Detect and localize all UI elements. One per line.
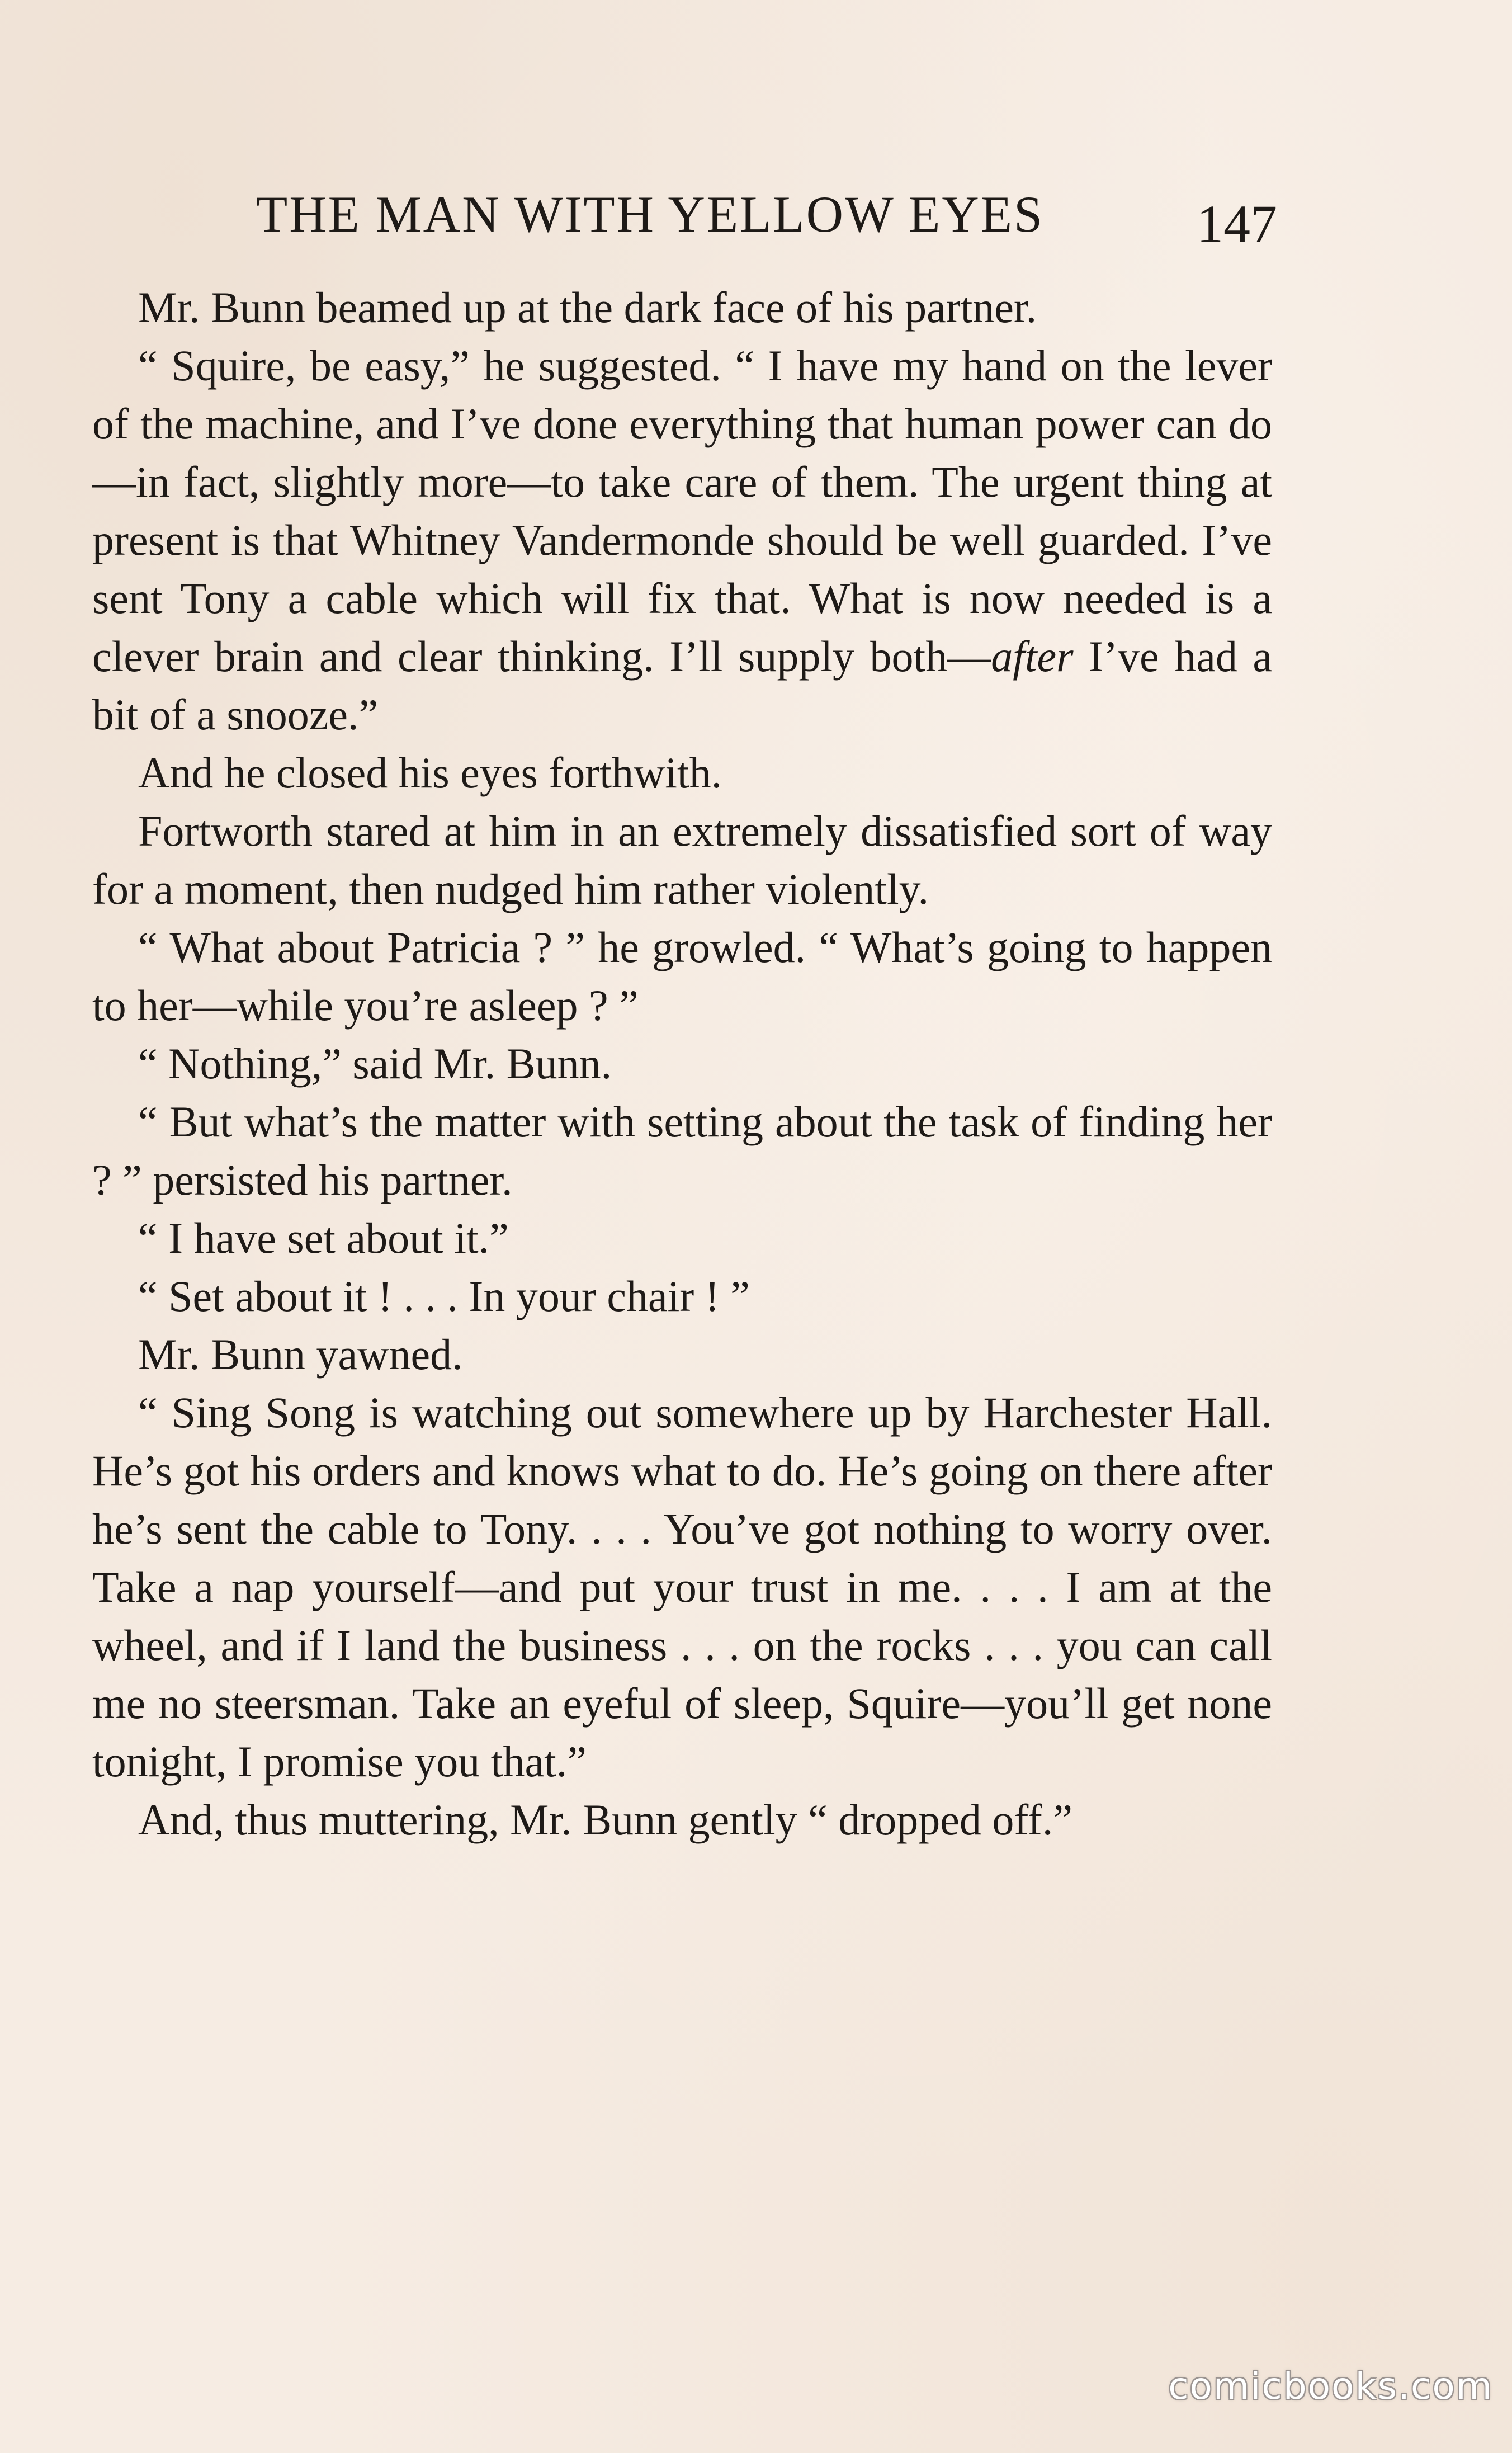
watermark: comicbooks.com bbox=[1168, 2365, 1493, 2408]
paragraph: And, thus muttering, Mr. Bunn gently “ dropped off.” bbox=[138, 1795, 1073, 1844]
paragraph: “ But what’s the matter with setting about the task of finding her ? ” persisted his partner. bbox=[92, 1097, 1272, 1204]
paragraph: Mr. Bunn beamed up at the dark face of his partner. bbox=[138, 283, 1037, 332]
paragraph: “ I have set about it.” bbox=[138, 1214, 509, 1262]
paragraph: “ Nothing,” said Mr. Bunn. bbox=[138, 1039, 612, 1088]
paragraph: Fortworth stared at him in an extremely dissatisfied sort of way for a moment, then nudged him rather violently. bbox=[92, 806, 1272, 913]
paragraph: “ Sing Song is watching out somewhere up by Harchester Hall. He’s got his orders and knows what to do. He’s going on there after he’s sent the cable to Tony. . . . You’ve got nothing to worry over. Take a nap yourself—and put your trust in me. . . . I am at the wheel, and if I land the business . . . on the rocks . . . you can call me no steersman. Take an eyeful of sleep, Squire—you’ll get none tonight, I promise you that.” bbox=[92, 1388, 1272, 1786]
italic-emphasis: after bbox=[991, 632, 1074, 681]
paragraph: “ What about Patricia ? ” he growled. “ What’s going to happen to her—while you’re asleep ? ” bbox=[92, 923, 1272, 1030]
page-number: 147 bbox=[1197, 194, 1277, 254]
running-title: THE MAN WITH YELLOW EYES bbox=[256, 186, 1045, 243]
paragraph: Mr. Bunn yawned. bbox=[138, 1330, 463, 1379]
paragraph: “ Squire, be easy,” he suggested. “ I have my hand on the lever of the machine, and I’ve done everything that human power can do—in fact, slightly more—to take care of them. The urgent thing at present is that Whitney Vandermonde should be well guarded. I’ve sent Tony a cable which will fix that. What is now needed is a clever brain and clear thinking. I’ll supply both—after I’ve had a bit of a snooze.” bbox=[92, 341, 1272, 739]
body-text bbox=[92, 279, 1272, 1849]
paragraph: And he closed his eyes forthwith. bbox=[138, 748, 722, 797]
paragraph: “ Set about it ! . . . In your chair ! ” bbox=[138, 1272, 750, 1320]
